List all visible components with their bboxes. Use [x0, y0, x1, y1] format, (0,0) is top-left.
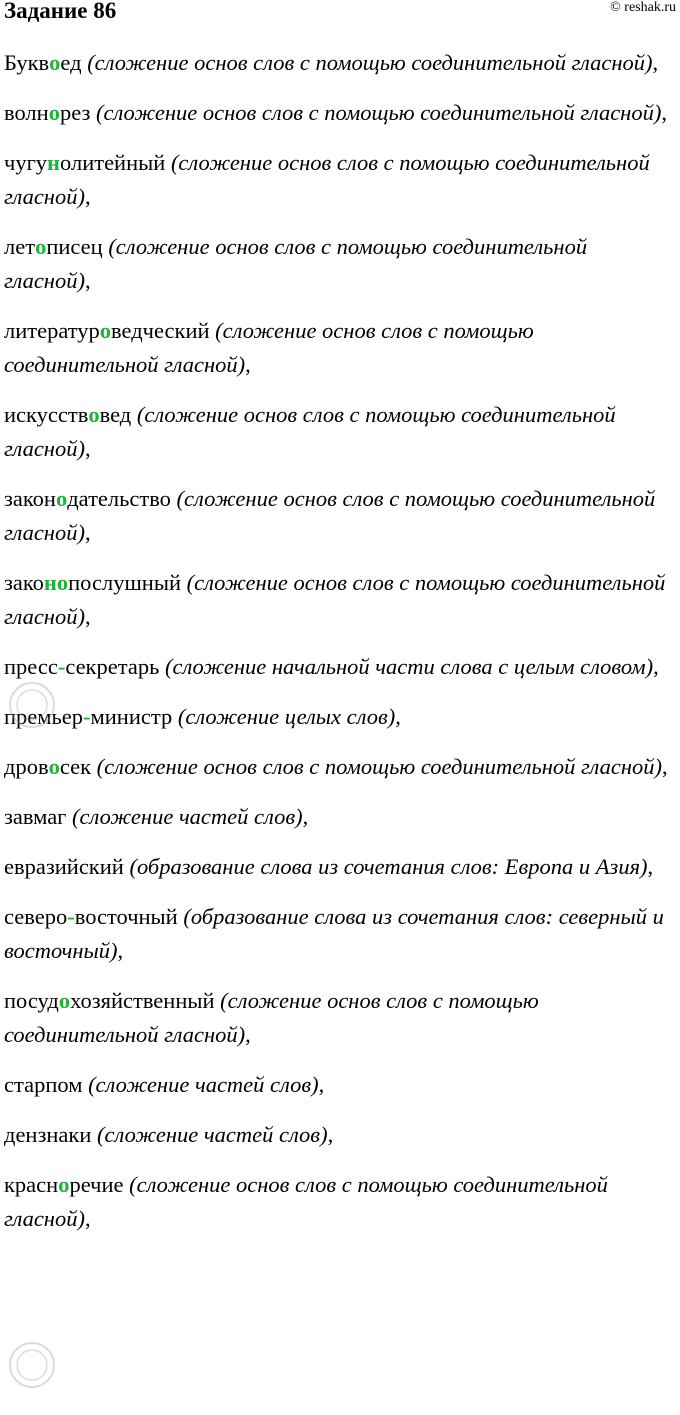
- list-item: искусствовед (сложение основ слов с помощью соединительной гласной),: [4, 402, 616, 461]
- list-item: литературоведческий (сложение основ слов с помощью соединительной гласной),: [4, 318, 534, 377]
- explanation: (сложение частей слов): [97, 1122, 328, 1147]
- list-item: Буквоед (сложение основ слов с помощью соединительной гласной),: [4, 50, 659, 75]
- list-item: евразийский (образование слова из сочетания слов: Европа и Азия),: [4, 854, 654, 879]
- highlight-letter: о: [88, 402, 100, 427]
- list-item: дензнаки (сложение частей слов),: [4, 1122, 334, 1147]
- list-item: законодательство (сложение основ слов с помощью соединительной гласной),: [4, 486, 656, 545]
- list-item: премьер-министр (сложение целых слов),: [4, 704, 401, 729]
- highlight-letter: о: [49, 50, 61, 75]
- explanation: (сложение частей слов): [72, 804, 303, 829]
- list-item: красноречие (сложение основ слов с помощью соединительной гласной),: [4, 1172, 608, 1231]
- explanation: (сложение основ слов с помощью соединительной гласной): [4, 486, 656, 545]
- list-item: летописец (сложение основ слов с помощью соединительной гласной),: [4, 234, 588, 293]
- highlight-letter: о: [55, 486, 68, 511]
- highlight-letter: -: [67, 904, 75, 929]
- highlight-letter: -: [83, 704, 91, 729]
- highlight-letter: -: [57, 654, 66, 679]
- explanation: (сложение основ слов с помощью соединительной гласной): [4, 402, 616, 461]
- explanation: (сложение основ слов с помощью соединительной гласной): [4, 234, 588, 293]
- list-item: старпом (сложение частей слов),: [4, 1072, 325, 1097]
- highlight-letter: о: [58, 988, 71, 1013]
- explanation: (сложение основ слов с помощью соединительной гласной): [4, 988, 539, 1047]
- explanation: (сложение основ слов с помощью соединительной гласной): [95, 100, 662, 125]
- list-item: законопослушный (сложение основ слов с помощью соединительной гласной),: [4, 570, 666, 629]
- entries-list: [4, 46, 676, 1252]
- watermark-icon: [2, 1310, 72, 1410]
- list-item: дровосек (сложение основ слов с помощью соединительной гласной),: [4, 754, 668, 779]
- list-item: северо-восточный (образование слова из сочетания слов: северный и восточный),: [4, 904, 664, 963]
- explanation: (сложение основ слов с помощью соединительной гласной): [4, 1172, 608, 1231]
- explanation: (сложение частей слов): [88, 1072, 319, 1097]
- explanation: (сложение начальной части слова с целым словом): [164, 654, 654, 679]
- highlight-letter: о: [48, 754, 60, 779]
- list-item: посудохозяйственный (сложение основ слов с помощью соединительной гласной),: [4, 988, 539, 1047]
- list-item: волнорез (сложение основ слов с помощью соединительной гласной),: [4, 100, 667, 125]
- explanation: (сложение основ слов с помощью соединительной гласной): [96, 754, 662, 779]
- task-title: Задание 86: [4, 0, 117, 23]
- explanation: (сложение основ слов с помощью соединительной гласной): [4, 318, 534, 377]
- highlight-letter: н: [47, 150, 61, 175]
- explanation: (сложение основ слов с помощью соединительной гласной): [87, 50, 653, 75]
- highlight-letter: о: [58, 1172, 70, 1197]
- explanation: (образование слова из сочетания слов: Европа и Азия): [129, 854, 648, 879]
- list-item: завмаг (сложение частей слов),: [4, 804, 309, 829]
- highlight-letter: но: [43, 570, 69, 595]
- list-item: пресс-секретарь (сложение начальной части слова с целым словом),: [4, 654, 659, 679]
- highlight-letter: о: [35, 234, 47, 259]
- copyright-notice: © reshak.ru: [610, 0, 676, 15]
- explanation: (сложение основ слов с помощью соединительной гласной): [4, 570, 666, 629]
- highlight-letter: о: [48, 100, 60, 125]
- explanation: (сложение основ слов с помощью соединительной гласной): [4, 150, 650, 209]
- highlight-letter: о: [99, 318, 112, 343]
- explanation: (образование слова из сочетания слов: северный и восточный): [4, 904, 664, 963]
- explanation: (сложение целых слов): [177, 704, 396, 729]
- list-item: чугунолитейный (сложение основ слов с помощью соединительной гласной),: [4, 150, 650, 209]
